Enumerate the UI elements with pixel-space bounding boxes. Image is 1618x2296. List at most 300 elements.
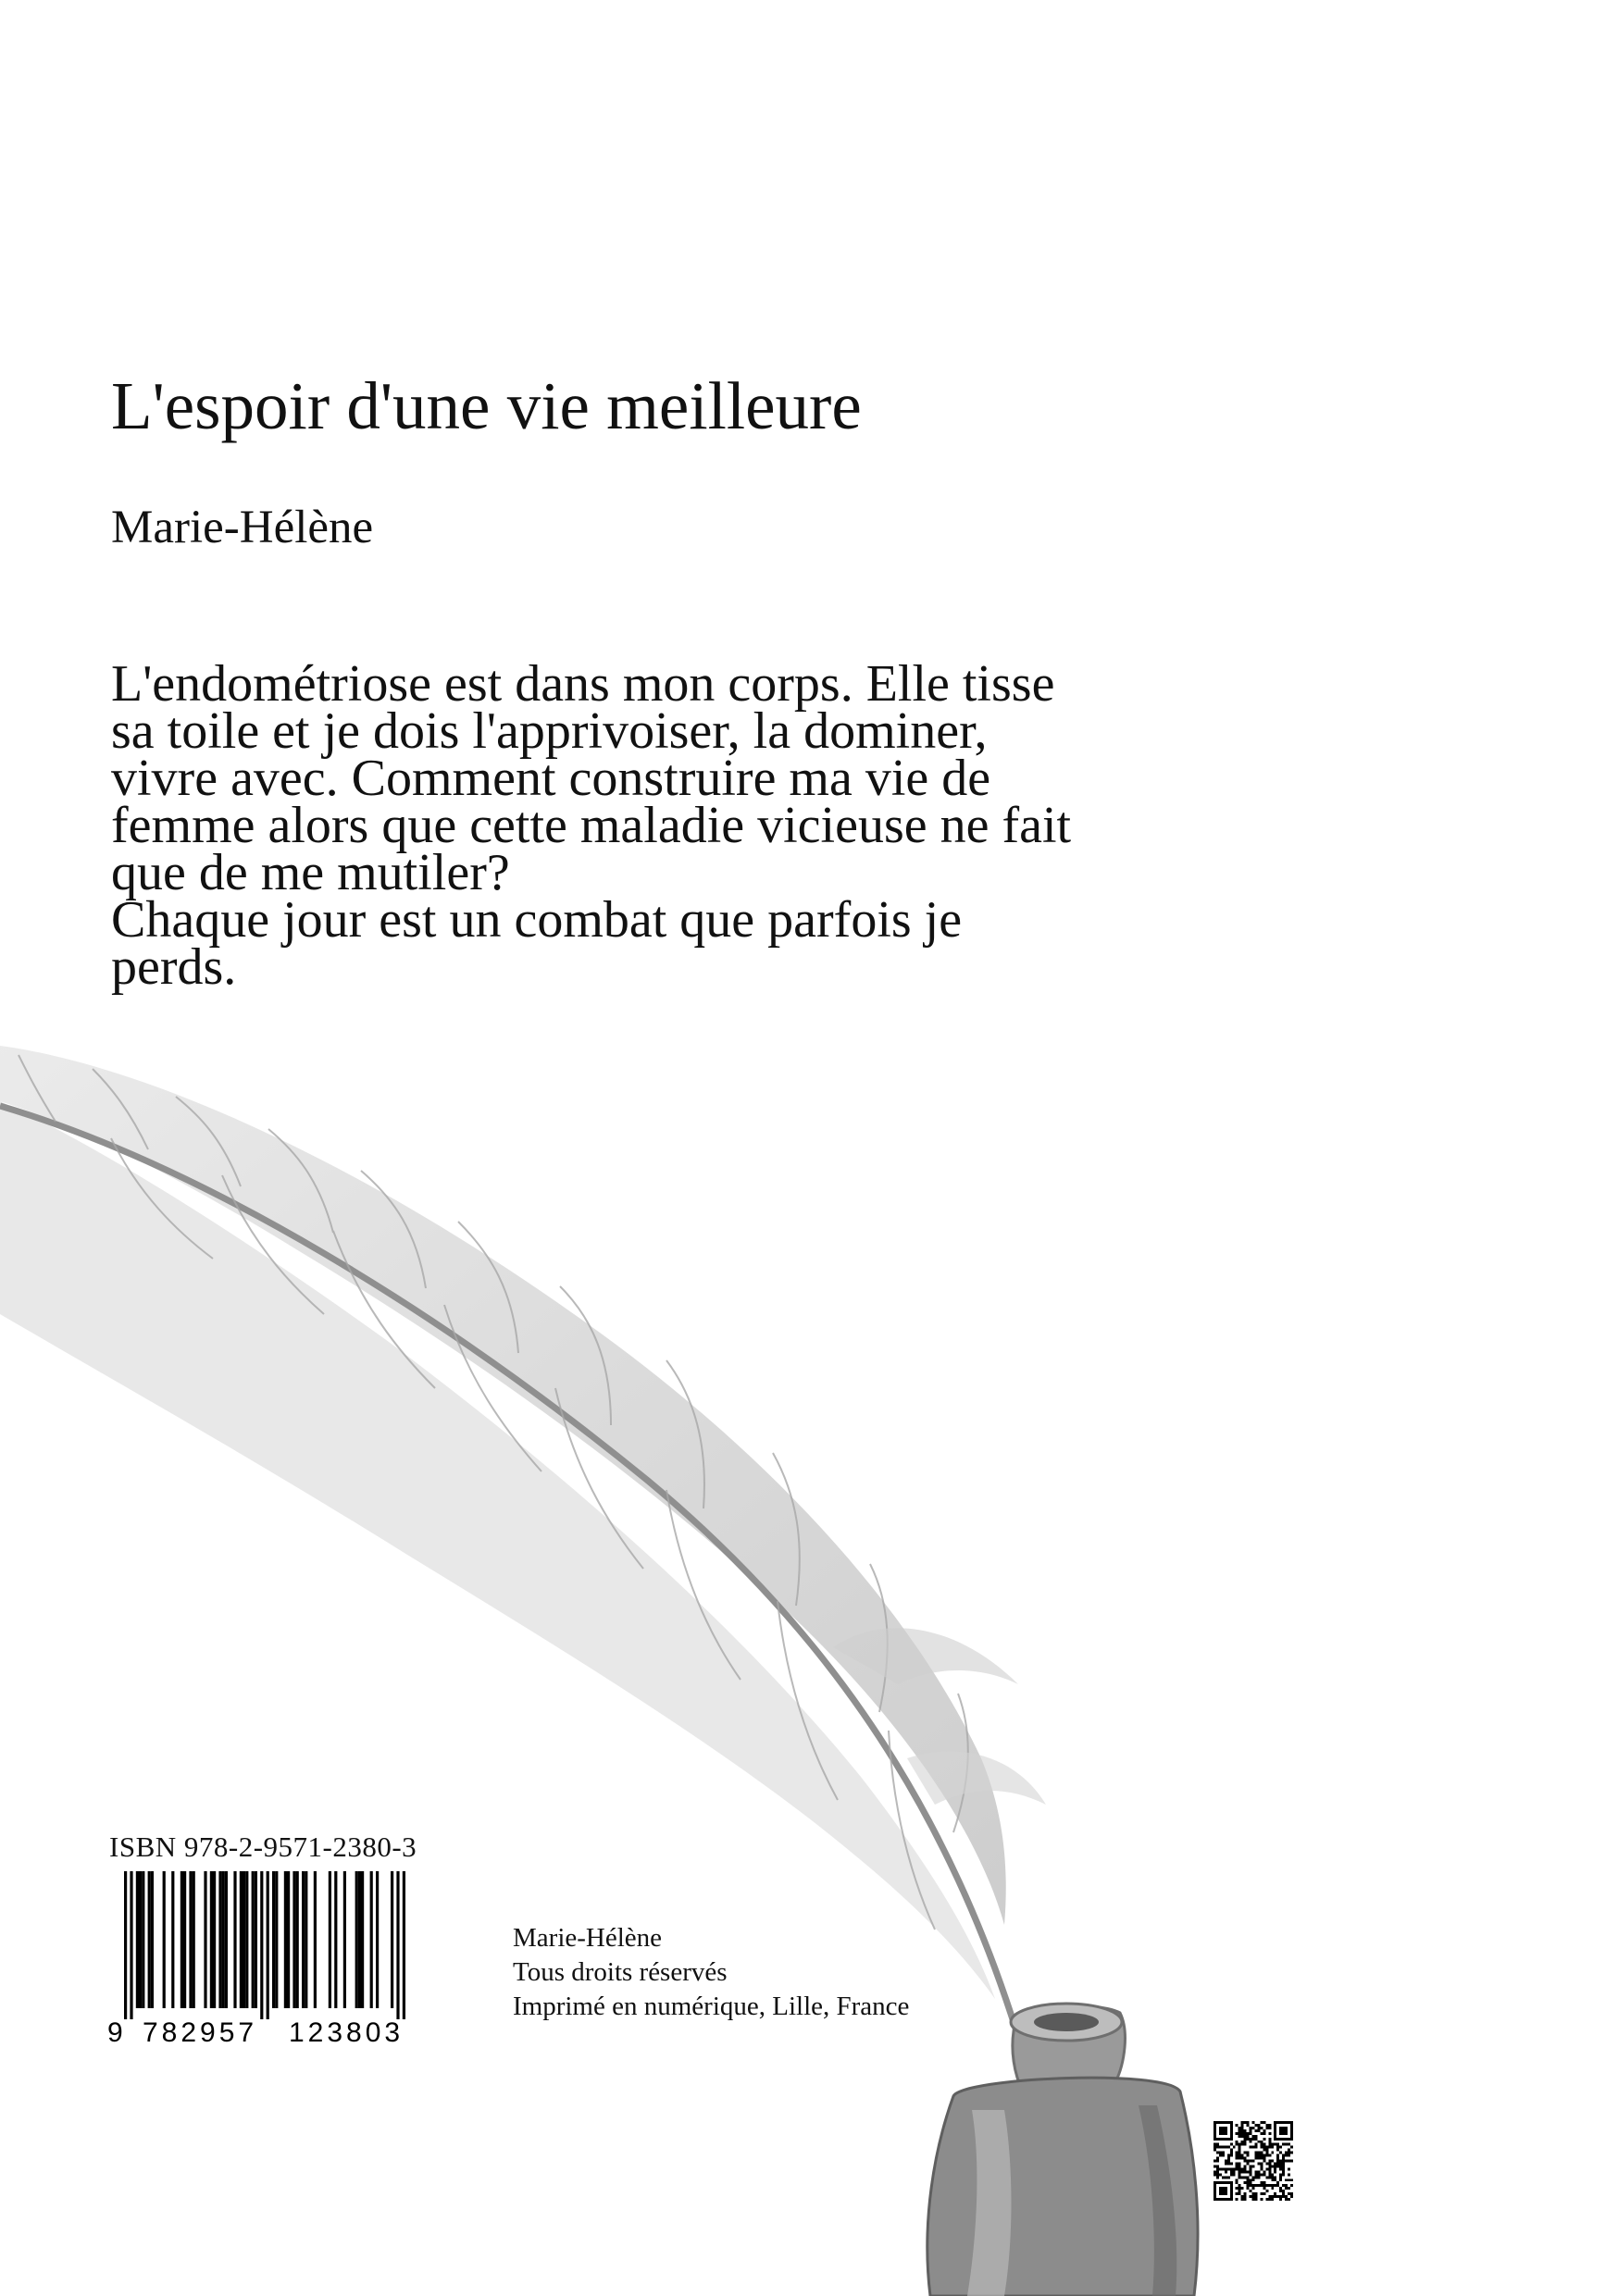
qr-module bbox=[1276, 2181, 1279, 2184]
qr-module bbox=[1214, 2146, 1216, 2149]
qr-module bbox=[1247, 2121, 1250, 2124]
blurb-line: perds. bbox=[111, 938, 237, 996]
qr-module bbox=[1265, 2190, 1268, 2192]
blurb-line: L'endométriose est dans mon corps. Elle tisse bbox=[111, 655, 1055, 713]
barcode-bar bbox=[151, 1871, 154, 2008]
qr-module bbox=[1282, 2157, 1285, 2160]
qr-module bbox=[1279, 2173, 1282, 2176]
qr-module bbox=[1227, 2167, 1230, 2170]
qr-module bbox=[1225, 2176, 1227, 2178]
qr-module bbox=[1282, 2143, 1285, 2146]
qr-module bbox=[1247, 2154, 1250, 2157]
qr-module bbox=[1268, 2141, 1271, 2143]
barcode-bar bbox=[245, 1871, 248, 2008]
qr-module bbox=[1276, 2162, 1279, 2165]
qr-module bbox=[1285, 2152, 1288, 2154]
qr-module bbox=[1247, 2176, 1250, 2178]
qr-module bbox=[1238, 2143, 1241, 2146]
qr-module bbox=[1225, 2167, 1227, 2170]
qr-module bbox=[1268, 2160, 1271, 2163]
qr-module bbox=[1241, 2143, 1244, 2146]
qr-module bbox=[1227, 2176, 1230, 2178]
qr-module bbox=[1250, 2184, 1252, 2187]
qr-module bbox=[1263, 2132, 1265, 2135]
qr-module bbox=[1282, 2160, 1285, 2163]
qr-module bbox=[1254, 2176, 1257, 2178]
qr-module bbox=[1252, 2138, 1255, 2141]
qr-module bbox=[1236, 2165, 1238, 2167]
imprint-printed: Imprimé en numérique, Lille, France bbox=[513, 1992, 910, 2021]
qr-module bbox=[1257, 2184, 1260, 2187]
barcode-digits-left: 782957 bbox=[143, 2017, 258, 2047]
qr-module bbox=[1238, 2129, 1241, 2132]
qr-module bbox=[1250, 2178, 1252, 2181]
qr-module bbox=[1268, 2176, 1271, 2178]
qr-module bbox=[1268, 2173, 1271, 2176]
qr-module bbox=[1236, 2167, 1238, 2170]
barcode-bar bbox=[225, 1871, 228, 2008]
qr-module bbox=[1254, 2129, 1257, 2132]
qr-module bbox=[1222, 2152, 1225, 2154]
qr-module bbox=[1238, 2146, 1241, 2149]
qr-module bbox=[1241, 2141, 1244, 2143]
qr-module bbox=[1216, 2167, 1219, 2170]
qr-module bbox=[1238, 2127, 1241, 2129]
qr-module bbox=[1216, 2146, 1219, 2149]
author-name: Marie-Hélène bbox=[111, 502, 374, 553]
blurb-line: femme alors que cette maladie vicieuse ne fait bbox=[111, 797, 1072, 854]
qr-module bbox=[1271, 2198, 1274, 2201]
barcode-bar bbox=[148, 1871, 151, 2008]
qr-module bbox=[1227, 2162, 1230, 2165]
qr-module bbox=[1285, 2154, 1288, 2157]
qr-module bbox=[1250, 2141, 1252, 2143]
barcode-digits-right: 123803 bbox=[289, 2017, 404, 2047]
qr-module bbox=[1268, 2146, 1271, 2149]
qr-module bbox=[1276, 2165, 1279, 2167]
qr-module bbox=[1230, 2173, 1233, 2176]
qr-module bbox=[1244, 2195, 1247, 2198]
qr-module bbox=[1254, 2157, 1257, 2160]
qr-module bbox=[1260, 2173, 1263, 2176]
qr-module bbox=[1254, 2173, 1257, 2176]
qr-module bbox=[1252, 2165, 1255, 2167]
qr-module bbox=[1274, 2176, 1276, 2178]
qr-module bbox=[1236, 2198, 1238, 2201]
qr-module bbox=[1257, 2124, 1260, 2127]
qr-module bbox=[1260, 2132, 1263, 2135]
barcode-bar bbox=[355, 1871, 358, 2008]
qr-module bbox=[1244, 2152, 1247, 2154]
qr-module bbox=[1263, 2184, 1265, 2187]
qr-module bbox=[1244, 2157, 1247, 2160]
qr-module bbox=[1230, 2162, 1233, 2165]
qr-module bbox=[1285, 2160, 1288, 2163]
barcode-bar bbox=[296, 1871, 299, 2008]
qr-module bbox=[1263, 2129, 1265, 2132]
barcode-bar bbox=[204, 1871, 206, 2008]
qr-module bbox=[1244, 2143, 1247, 2146]
qr-module bbox=[1244, 2138, 1247, 2141]
qr-module bbox=[1238, 2167, 1241, 2170]
qr-module bbox=[1247, 2160, 1250, 2163]
qr-module bbox=[1244, 2198, 1247, 2201]
qr-module bbox=[1285, 2178, 1288, 2181]
qr-module bbox=[1244, 2141, 1247, 2143]
qr-module bbox=[1250, 2138, 1252, 2141]
barcode-bar bbox=[142, 1871, 144, 2008]
qr-module bbox=[1288, 2192, 1290, 2195]
barcode-bar bbox=[252, 1871, 255, 2008]
qr-module bbox=[1285, 2187, 1288, 2190]
qr-module bbox=[1244, 2167, 1247, 2170]
qr-module bbox=[1263, 2170, 1265, 2173]
qr-module bbox=[1247, 2181, 1250, 2184]
qr-module bbox=[1288, 2178, 1290, 2181]
qr-module bbox=[1254, 2146, 1257, 2149]
qr-module bbox=[1227, 2146, 1230, 2149]
qr-module bbox=[1236, 2187, 1238, 2190]
qr-code-icon bbox=[1214, 2121, 1293, 2201]
qr-module bbox=[1230, 2149, 1233, 2152]
barcode-bar bbox=[171, 1871, 174, 2008]
barcode-bar bbox=[370, 1871, 373, 2008]
qr-module bbox=[1241, 2167, 1244, 2170]
qr-module bbox=[1238, 2152, 1241, 2154]
inkwell-icon bbox=[927, 2004, 1198, 2296]
qr-module bbox=[1260, 2157, 1263, 2160]
qr-module bbox=[1271, 2187, 1274, 2190]
qr-module bbox=[1260, 2127, 1263, 2129]
qr-module bbox=[1216, 2157, 1219, 2160]
barcode-bar bbox=[272, 1871, 275, 2008]
qr-module bbox=[1260, 2192, 1263, 2195]
qr-module bbox=[1279, 2165, 1282, 2167]
qr-module bbox=[1238, 2132, 1241, 2135]
qr-module bbox=[1216, 2160, 1219, 2163]
qr-module bbox=[1290, 2195, 1293, 2198]
qr-module bbox=[1263, 2121, 1265, 2124]
qr-module bbox=[1279, 2167, 1282, 2170]
qr-module bbox=[1288, 2154, 1290, 2157]
qr-module bbox=[1260, 2152, 1263, 2154]
qr-module bbox=[1282, 2190, 1285, 2192]
qr-module bbox=[1233, 2167, 1236, 2170]
qr-module bbox=[1216, 2170, 1219, 2173]
qr-module bbox=[1227, 2157, 1230, 2160]
qr-module bbox=[1247, 2124, 1250, 2127]
qr-module bbox=[1222, 2154, 1225, 2157]
barcode-bar bbox=[267, 1871, 269, 2019]
qr-module bbox=[1290, 2160, 1293, 2163]
qr-module bbox=[1268, 2184, 1271, 2187]
qr-module bbox=[1265, 2154, 1268, 2157]
qr-module bbox=[1265, 2176, 1268, 2178]
qr-module bbox=[1238, 2173, 1241, 2176]
qr-module bbox=[1257, 2127, 1260, 2129]
qr-module bbox=[1263, 2192, 1265, 2195]
qr-module bbox=[1244, 2176, 1247, 2178]
qr-module bbox=[1268, 2138, 1271, 2141]
qr-module bbox=[1230, 2143, 1233, 2146]
qr-module bbox=[1236, 2162, 1238, 2165]
qr-module bbox=[1252, 2198, 1255, 2201]
qr-module bbox=[1247, 2135, 1250, 2138]
qr-module bbox=[1263, 2187, 1265, 2190]
qr-module bbox=[1271, 2178, 1274, 2181]
qr-module bbox=[1268, 2154, 1271, 2157]
qr-module bbox=[1263, 2143, 1265, 2146]
barcode-bar bbox=[210, 1871, 213, 2008]
barcode-bar bbox=[361, 1871, 364, 2008]
qr-module bbox=[1265, 2146, 1268, 2149]
qr-module bbox=[1271, 2146, 1274, 2149]
qr-module bbox=[1290, 2146, 1293, 2149]
qr-module bbox=[1285, 2198, 1288, 2201]
qr-module bbox=[1260, 2146, 1263, 2149]
qr-module bbox=[1250, 2160, 1252, 2163]
qr-module bbox=[1247, 2184, 1250, 2187]
barcode-bar bbox=[255, 1871, 257, 2008]
qr-module bbox=[1241, 2124, 1244, 2127]
qr-module bbox=[1257, 2162, 1260, 2165]
qr-module bbox=[1290, 2178, 1293, 2181]
qr-module bbox=[1238, 2135, 1241, 2138]
qr-module bbox=[1250, 2173, 1252, 2176]
qr-module bbox=[1279, 2195, 1282, 2198]
qr-module bbox=[1247, 2138, 1250, 2141]
qr-module bbox=[1260, 2162, 1263, 2165]
qr-module bbox=[1271, 2160, 1274, 2163]
qr-module bbox=[1238, 2190, 1241, 2192]
qr-module bbox=[1290, 2152, 1293, 2154]
qr-module bbox=[1282, 2170, 1285, 2173]
barcode-bar bbox=[343, 1871, 346, 2008]
qr-module bbox=[1288, 2167, 1290, 2170]
qr-module bbox=[1250, 2181, 1252, 2184]
qr-module bbox=[1276, 2154, 1279, 2157]
qr-module bbox=[1288, 2160, 1290, 2163]
qr-module bbox=[1227, 2154, 1230, 2157]
qr-module bbox=[1236, 2143, 1238, 2146]
qr-module bbox=[1260, 2167, 1263, 2170]
qr-module bbox=[1216, 2173, 1219, 2176]
barcode-bar bbox=[287, 1871, 290, 2008]
qr-module bbox=[1241, 2154, 1244, 2157]
barcode-bar bbox=[358, 1871, 361, 2008]
qr-module bbox=[1250, 2190, 1252, 2192]
qr-module bbox=[1250, 2170, 1252, 2173]
qr-module bbox=[1274, 2192, 1276, 2195]
barcode-bar bbox=[240, 1871, 243, 2008]
qr-module bbox=[1222, 2167, 1225, 2170]
qr-module bbox=[1216, 2165, 1219, 2167]
qr-module bbox=[1238, 2170, 1241, 2173]
qr-module bbox=[1257, 2170, 1260, 2173]
qr-module bbox=[1238, 2192, 1241, 2195]
qr-module bbox=[1238, 2157, 1241, 2160]
qr-module bbox=[1260, 2121, 1263, 2124]
qr-module bbox=[1263, 2157, 1265, 2160]
qr-module bbox=[1282, 2165, 1285, 2167]
barcode-bar bbox=[218, 1871, 221, 2008]
qr-module bbox=[1265, 2152, 1268, 2154]
qr-module bbox=[1244, 2165, 1247, 2167]
qr-module bbox=[1252, 2192, 1255, 2195]
barcode-digit-prefix: 9 bbox=[107, 2017, 123, 2047]
qr-module bbox=[1274, 2178, 1276, 2181]
barcode-bar bbox=[233, 1871, 236, 2008]
qr-module bbox=[1260, 2141, 1263, 2143]
qr-module bbox=[1230, 2152, 1233, 2154]
qr-module bbox=[1214, 2165, 1216, 2167]
qr-module bbox=[1250, 2167, 1252, 2170]
qr-module bbox=[1271, 2195, 1274, 2198]
qr-module bbox=[1265, 2184, 1268, 2187]
qr-module bbox=[1225, 2162, 1227, 2165]
qr-module bbox=[1254, 2143, 1257, 2146]
qr-module bbox=[1279, 2162, 1282, 2165]
qr-module bbox=[1252, 2184, 1255, 2187]
barcode-bar bbox=[222, 1871, 225, 2008]
barcode-bar bbox=[180, 1871, 183, 2008]
qr-module bbox=[1238, 2154, 1241, 2157]
qr-module bbox=[1271, 2152, 1274, 2154]
barcode-bar bbox=[213, 1871, 216, 2008]
barcode-bar bbox=[189, 1871, 192, 2008]
qr-module bbox=[1252, 2160, 1255, 2163]
qr-module bbox=[1254, 2170, 1257, 2173]
qr-module bbox=[1265, 2149, 1268, 2152]
barcode-bar bbox=[376, 1871, 379, 2008]
qr-module bbox=[1250, 2127, 1252, 2129]
qr-module bbox=[1263, 2173, 1265, 2176]
qr-module bbox=[1271, 2165, 1274, 2167]
qr-module bbox=[1254, 2198, 1257, 2201]
qr-module bbox=[1254, 2135, 1257, 2138]
qr-module bbox=[1216, 2152, 1219, 2154]
barcode-bar bbox=[136, 1871, 139, 2008]
qr-module bbox=[1276, 2195, 1279, 2198]
qr-module bbox=[1222, 2146, 1225, 2149]
qr-module bbox=[1279, 2146, 1282, 2149]
barcode-bar bbox=[396, 1871, 399, 2019]
qr-module bbox=[1290, 2192, 1293, 2195]
qr-module bbox=[1241, 2135, 1244, 2138]
qr-module bbox=[1290, 2184, 1293, 2187]
qr-module bbox=[1252, 2146, 1255, 2149]
qr-module bbox=[1274, 2165, 1276, 2167]
qr-module bbox=[1263, 2160, 1265, 2163]
qr-module bbox=[1265, 2162, 1268, 2165]
qr-module bbox=[1214, 2170, 1216, 2173]
barcode-bar bbox=[130, 1871, 132, 2019]
qr-module bbox=[1276, 2157, 1279, 2160]
qr-module bbox=[1252, 2195, 1255, 2198]
qr-module bbox=[1247, 2162, 1250, 2165]
qr-module bbox=[1233, 2170, 1236, 2173]
qr-module bbox=[1279, 2187, 1282, 2190]
qr-module bbox=[1265, 2127, 1268, 2129]
qr-module bbox=[1214, 2149, 1216, 2152]
qr-module bbox=[1263, 2138, 1265, 2141]
qr-module bbox=[1252, 2135, 1255, 2138]
qr-module bbox=[1279, 2127, 1288, 2135]
back-cover-blurb bbox=[111, 655, 1277, 996]
qr-module bbox=[1238, 2162, 1241, 2165]
qr-module bbox=[1241, 2198, 1244, 2201]
qr-module bbox=[1268, 2170, 1271, 2173]
qr-module bbox=[1241, 2176, 1244, 2178]
qr-module bbox=[1288, 2149, 1290, 2152]
qr-module bbox=[1214, 2160, 1216, 2163]
qr-module bbox=[1222, 2176, 1225, 2178]
qr-module bbox=[1252, 2127, 1255, 2129]
qr-module bbox=[1244, 2170, 1247, 2173]
book-title: L'espoir d'une vie meilleure bbox=[111, 368, 862, 443]
imprint-author: Marie-Hélène bbox=[513, 1923, 663, 1953]
qr-module bbox=[1244, 2121, 1247, 2124]
qr-module bbox=[1236, 2152, 1238, 2154]
qr-module bbox=[1268, 2162, 1271, 2165]
qr-module bbox=[1260, 2198, 1263, 2201]
qr-module bbox=[1241, 2187, 1244, 2190]
qr-module bbox=[1279, 2176, 1282, 2178]
qr-module bbox=[1274, 2162, 1276, 2165]
qr-module bbox=[1279, 2160, 1282, 2163]
barcode-bar bbox=[275, 1871, 278, 2008]
barcode-icon bbox=[107, 1871, 459, 2047]
qr-module bbox=[1216, 2176, 1219, 2178]
qr-module bbox=[1274, 2195, 1276, 2198]
qr-module bbox=[1282, 2154, 1285, 2157]
barcode-bar bbox=[292, 1871, 295, 2008]
qr-module bbox=[1285, 2195, 1288, 2198]
qr-module bbox=[1276, 2146, 1279, 2149]
qr-module bbox=[1268, 2143, 1271, 2146]
qr-module bbox=[1279, 2190, 1282, 2192]
barcode-bar bbox=[403, 1871, 405, 2019]
qr-module bbox=[1285, 2143, 1288, 2146]
isbn-barcode-block bbox=[107, 1832, 459, 2045]
qr-module bbox=[1214, 2143, 1216, 2146]
qr-module bbox=[1288, 2187, 1290, 2190]
qr-module bbox=[1268, 2124, 1271, 2127]
barcode-bar bbox=[284, 1871, 287, 2008]
barcode-bar bbox=[305, 1871, 307, 2008]
qr-module bbox=[1219, 2173, 1222, 2176]
blurb-line: Chaque jour est un combat que parfois je bbox=[111, 891, 963, 949]
qr-module bbox=[1233, 2146, 1236, 2149]
qr-module bbox=[1236, 2154, 1238, 2157]
qr-module bbox=[1236, 2181, 1238, 2184]
imprint-block bbox=[513, 1921, 909, 2024]
qr-module bbox=[1271, 2173, 1274, 2176]
qr-module bbox=[1219, 2187, 1227, 2195]
qr-module bbox=[1265, 2167, 1268, 2170]
qr-module bbox=[1219, 2127, 1227, 2135]
qr-module bbox=[1219, 2154, 1222, 2157]
qr-module bbox=[1244, 2135, 1247, 2138]
qr-module bbox=[1238, 2187, 1241, 2190]
qr-module bbox=[1250, 2146, 1252, 2149]
qr-module bbox=[1279, 2152, 1282, 2154]
qr-module bbox=[1225, 2160, 1227, 2163]
blurb-line: vivre avec. Comment construire ma vie de bbox=[111, 750, 991, 807]
qr-module bbox=[1244, 2192, 1247, 2195]
qr-module bbox=[1244, 2129, 1247, 2132]
qr-module bbox=[1257, 2173, 1260, 2176]
